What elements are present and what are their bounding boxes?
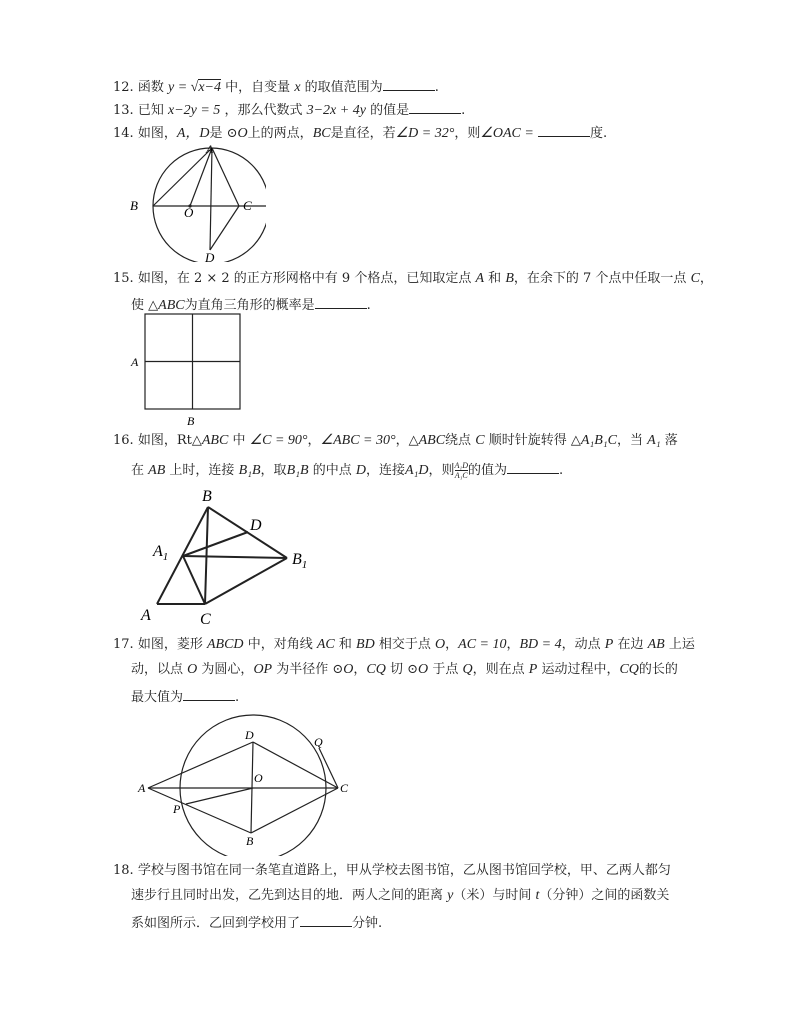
rhombus-circle-figure-q17 <box>136 706 360 856</box>
question-18: 18. 学校与图书馆在同一条笔直道路上，甲从学校去图书馆，乙从图书馆回学校，甲、乙两人都匀 <box>113 863 671 878</box>
label-A: A <box>206 142 214 156</box>
question-14: 14. 如图，A，D是 ⊙O上的两点，BC是直径，若∠D = 32°，则∠OAC = 度. <box>113 122 607 143</box>
label-C: C <box>243 198 252 213</box>
label-D: D <box>205 250 215 262</box>
fraction: $\frac{\text{A₁D}}{\text{A₁C}}$ <box>454 461 468 480</box>
question-number: 16. <box>113 433 134 448</box>
answer-blank[interactable] <box>538 122 590 137</box>
label-B: B <box>246 834 254 848</box>
triangle-figure-q16 <box>136 484 326 629</box>
label-B: B <box>187 414 195 428</box>
label-B: B <box>130 198 138 213</box>
question-17-line-3: 最大值为 . <box>131 686 239 707</box>
question-number: 18. <box>113 863 134 878</box>
question-13: 13. 已知 x−2y = 5 ，那么代数式 3−2x + 4y 的值是 . <box>113 99 465 120</box>
question-17: 17. 如图，菱形 ABCD 中，对角线 AC 和 BD 相交于点 O，AC = 10，BD = 4，动点 P 在边 AB 上运 <box>113 637 695 652</box>
answer-blank[interactable] <box>507 459 559 474</box>
label-P: P <box>173 802 181 816</box>
circle-figure-q14 <box>126 140 266 262</box>
question-number: 14. <box>113 126 134 141</box>
label-C: C <box>340 781 349 795</box>
label-D: D <box>245 728 254 742</box>
answer-blank[interactable] <box>183 686 235 701</box>
question-16-line-2: 在 AB 上时，连接 B₁B，取B₁B 的中点 D，连接A₁D，则 $\frac{\text{A₁D}}{\text{A₁C}}$ 的值为 . <box>131 461 564 480</box>
question-15: 15. 如图，在 2 × 2 的正方形网格中有 9 个格点，已知取定点 A 和 B，在余下的 7 个点中任取一点 C， <box>113 271 713 286</box>
label-C: C <box>200 611 211 628</box>
answer-blank[interactable] <box>383 76 435 91</box>
question-15-line-2: 使 △ABC为直角三角形的概率是 . <box>131 294 371 315</box>
label-A1: $A_1$ <box>153 543 169 563</box>
label-A: A <box>141 607 151 624</box>
question-12: 12. 函数 y = √x−4 中，自变量 x 的取值范围为 . <box>113 76 439 97</box>
label-A: A <box>138 781 146 795</box>
question-18-line-3: 系如图所示．乙回到学校用了 分钟. <box>131 912 382 933</box>
label-D: D <box>250 517 262 534</box>
label-B: B <box>202 488 212 505</box>
label-O: O <box>254 771 263 785</box>
question-18-line-2: 速步行且同时出发，乙先到达目的地．两人之间的距离 y（米）与时间 t（分钟）之间的函数关 <box>131 888 670 903</box>
label-B1: $B_1$ <box>292 551 308 571</box>
label-O: O <box>184 205 194 220</box>
question-number: 17. <box>113 637 134 652</box>
answer-blank[interactable] <box>300 912 352 927</box>
question-16: 16. 如图，Rt△ABC 中 ∠C = 90°，∠ABC = 30°，△ABC绕点 C 顺时针旋转得 △A₁B₁C，当 A₁ 落 <box>113 433 678 448</box>
question-number: 12. <box>113 80 134 95</box>
label-A: A <box>131 355 139 369</box>
answer-blank[interactable] <box>409 99 461 114</box>
question-number: 13. <box>113 103 134 118</box>
label-Q: Q <box>314 735 323 749</box>
answer-blank[interactable] <box>315 294 367 309</box>
question-17-line-2: 动，以点 O 为圆心，OP 为半径作 ⊙O，CQ 切 ⊙O 于点 Q，则在点 P 运动过程中，CQ的长的 <box>131 662 678 677</box>
grid-figure-q15 <box>128 311 244 429</box>
function-expression: y = √x−4 <box>167 80 222 95</box>
question-number: 15. <box>113 271 134 286</box>
